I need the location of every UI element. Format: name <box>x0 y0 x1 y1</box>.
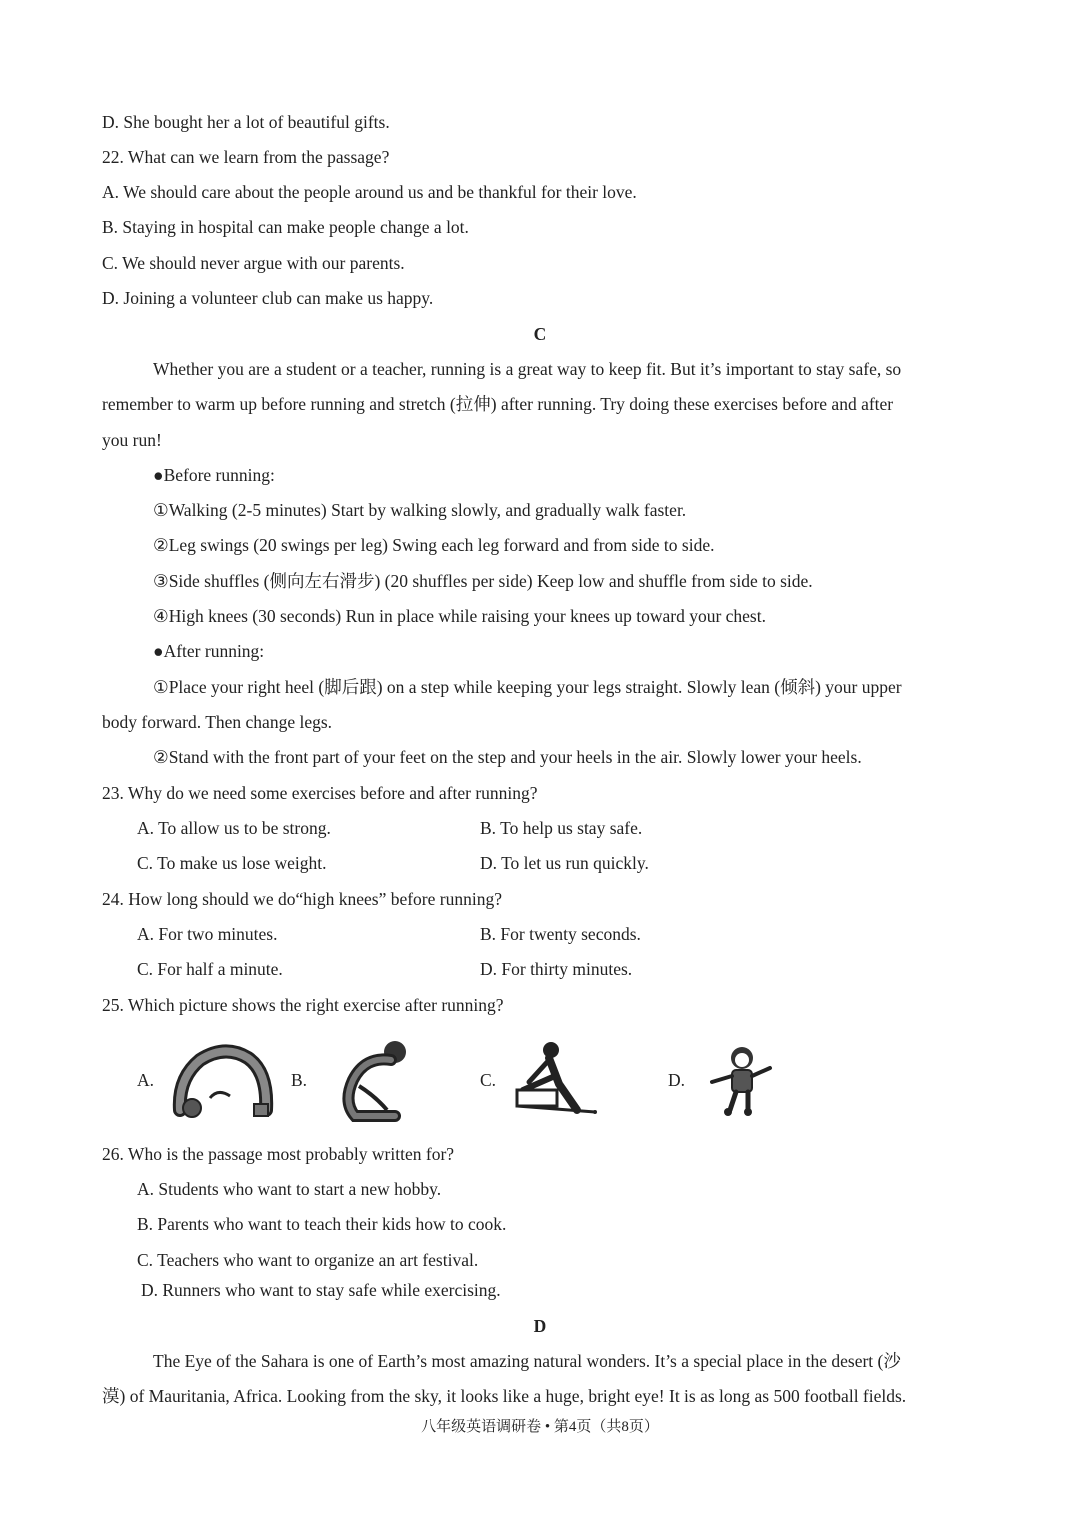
q25-option-b-label: B. <box>291 1070 308 1090</box>
q24-stem: 24. How long should we do“high knees” before running? <box>102 889 502 909</box>
q22-option-a: A. We should care about the people around us and be thankful for their love. <box>102 182 637 202</box>
before-step-2: ②Leg swings (20 swings per leg) Swing each leg forward and from side to side. <box>153 535 715 555</box>
heel-on-step-stretch-picture <box>515 1040 599 1116</box>
q23-option-a: A. To allow us to be strong. <box>137 818 331 838</box>
q26-option-a: A. Students who want to start a new hobby. <box>137 1179 442 1199</box>
q26-option-c: C. Teachers who want to organize an art festival. <box>137 1250 479 1270</box>
q25-option-c-label: C. <box>480 1070 497 1090</box>
q26-stem: 26. Who is the passage most probably written for? <box>102 1144 455 1164</box>
q23-stem: 23. Why do we need some exercises before and after running? <box>102 783 538 803</box>
q22-option-c: C. We should never argue with our parents. <box>102 253 405 273</box>
passage-c-line-2: remember to warm up before running and stretch (拉伸) after running. Try doing these exercises before and after <box>102 394 894 414</box>
q25-stem: 25. Which picture shows the right exercise after running? <box>102 995 504 1015</box>
q25-option-a-label: A. <box>137 1070 155 1090</box>
q23-option-c: C. To make us lose weight. <box>137 853 327 873</box>
before-step-4: ④High knees (30 seconds) Run in place while raising your knees up toward your chest. <box>153 606 766 626</box>
q26-option-d: D. Runners who want to stay safe while exercising. <box>141 1280 501 1300</box>
after-running-heading: ●After running: <box>153 641 265 661</box>
q23-option-b: B. To help us stay safe. <box>480 818 643 838</box>
after-step-1-line-1: ①Place your right heel (脚后跟) on a step while keeping your legs straight. Slowly lean (倾斜) your upper <box>153 677 902 697</box>
q24-option-b: B. For twenty seconds. <box>480 924 641 944</box>
q23-option-d: D. To let us run quickly. <box>480 853 649 873</box>
q21-option-d: D. She bought her a lot of beautiful gifts. <box>102 112 390 132</box>
q22-option-b: B. Staying in hospital can make people change a lot. <box>102 217 469 237</box>
q22-option-d: D. Joining a volunteer club can make us happy. <box>102 288 434 308</box>
passage-d-line-1: The Eye of the Sahara is one of Earth’s most amazing natural wonders. It’s a special place in the desert (沙 <box>153 1351 901 1371</box>
before-running-heading: ●Before running: <box>153 465 275 485</box>
jumping-child-picture <box>708 1044 774 1118</box>
after-step-2: ②Stand with the front part of your feet on the step and your heels in the air. Slowly lower your heels. <box>153 747 862 767</box>
section-d-heading: D <box>533 1316 547 1336</box>
before-step-1: ①Walking (2-5 minutes) Start by walking slowly, and gradually walk faster. <box>153 500 687 520</box>
passage-c-line-3: you run! <box>102 430 162 450</box>
section-c-heading: C <box>533 324 547 344</box>
kneeling-backbend-picture <box>335 1036 411 1122</box>
after-step-1-line-2: body forward. Then change legs. <box>102 712 333 732</box>
q24-option-a: A. For two minutes. <box>137 924 278 944</box>
q25-option-d-label: D. <box>668 1070 686 1090</box>
q24-option-d: D. For thirty minutes. <box>480 959 633 979</box>
page-footer: 八年级英语调研卷 • 第4页（共8页） <box>421 1419 659 1435</box>
q26-option-b: B. Parents who want to teach their kids how to cook. <box>137 1214 507 1234</box>
backbend-figure-picture <box>170 1038 280 1122</box>
passage-d-line-2: 漠) of Mauritania, Africa. Looking from the sky, it looks like a huge, bright eye! It is as long as 500 football fields. <box>102 1386 907 1406</box>
before-step-3: ③Side shuffles (侧向左右滑步) (20 shuffles per side) Keep low and shuffle from side to side. <box>153 571 813 591</box>
passage-c-line-1: Whether you are a student or a teacher, running is a great way to keep fit. But it’s important to stay safe, so <box>153 359 902 379</box>
q24-option-c: C. For half a minute. <box>137 959 283 979</box>
q22-stem: 22. What can we learn from the passage? <box>102 147 390 167</box>
